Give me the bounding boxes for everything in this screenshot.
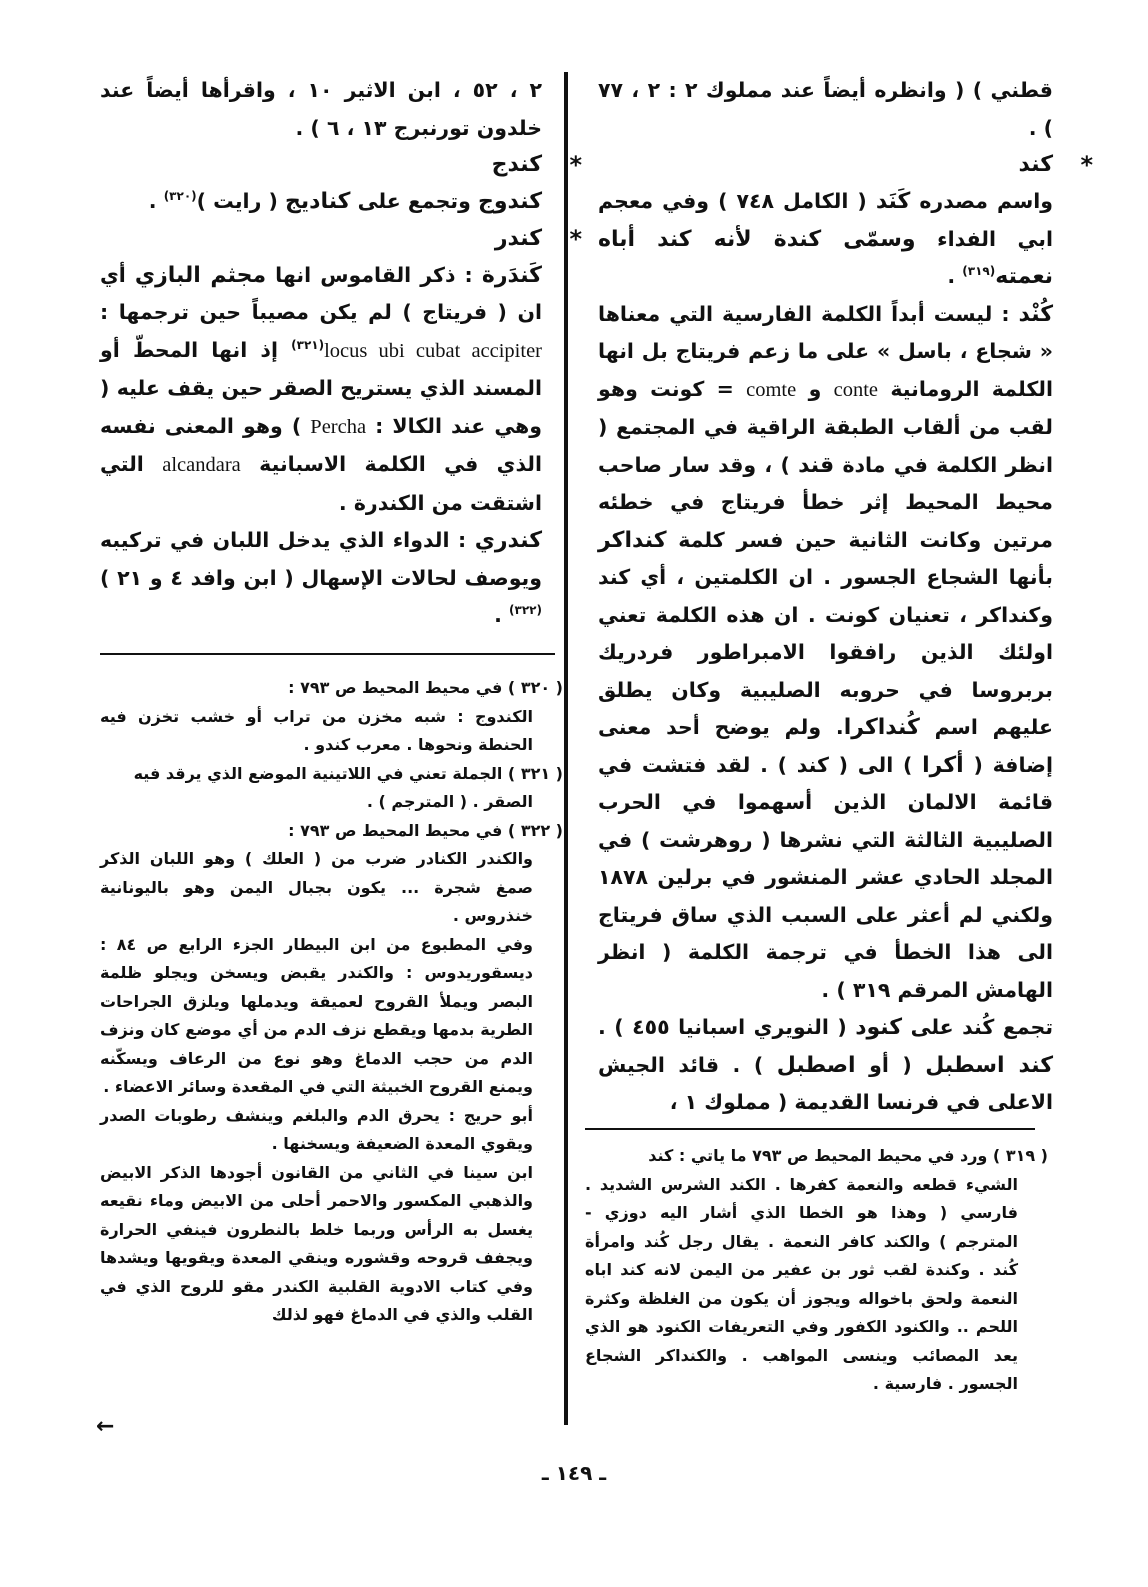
footnote-320-text: الكندوج : شبه مخزن من تراب أو خشب تخزن فيه الحنطة ونحوها . معرب كندو . xyxy=(100,706,533,754)
entry-heading-kandaj: * كندج xyxy=(100,147,542,183)
footnote-ref: (٣١٩) xyxy=(962,264,996,279)
latin-word: alcandara xyxy=(162,454,241,476)
footnotes-left xyxy=(100,674,563,1330)
footnote-322-text: وفي المطبوع من ابن البيطار الجزء الرابع ص ٨٤ : ديسقوريدوس : والكندر يقبض ويسخن ويجلو ظلمة البصر ويملأ القروح لعميقة ويدملها ويلزق الجراحات الطرية بدمها ويقطع نزف الدم من أي موضع كان ونزف الدم من حجب الدماغ وهو نوع من الرعاف ويسكّنه ويمنع القروح الخبيثة التي في المقعدة وسائر الاعضاء . xyxy=(100,934,534,1096)
entry-paragraph: كندري : الدواء الذي يدخل اللبان في تركيبه ويوصف لحالات الإسهال ( ابن وافد ٤ و ٢١ )$^{(٣٢٢)}$ . xyxy=(100,528,542,627)
page-number: ـ ١٤٩ ـ xyxy=(541,1461,607,1485)
footnotes-right xyxy=(585,1142,1048,1399)
entry-paragraph: كُنْد : ليست أبداً الكلمة الفارسية التي معناها « شجاع ، باسل » على ما زعم فريتاج بل انها الكلمة الرومانية conte و comte = كونت وهو لقب من ألقاب الطبقة الراقية في المجتمع ( انظر الكلمة في مادة قند ) ، وقد سار صاحب محيط المحيط إثر خطأ فريتاج في خطئه مرتين وكانت الثانية حين فسر كلمة كنداكر بأنها الشجاع الجسور . ان الكلمتين ، أي كند وكنداكر ، تعنيان كونت . ان هذه الكلمة تعني اولئك الذين رافقوا الامبراطور فردريك بربروسا في حروبه الصليبية وكان يطلق عليهم اسم كُنداكرا. ولم يوضح أحد معنى إضافة ( أكرا ) الى ( كند ) . لقد فتشت في قائمة الالمان الذين أسهموا في الحرب الصليبية الثالثة التي نشرها ( روهرشت ) في المجلد الحادي عشر المنشور في برلين ١٨٧٨ ولكني لم أعثر على السبب الذي ساق فريتاج الى هذا الخطأ في ترجمة الكلمة ( انظر الهامش المرقم ٣١٩ ) . xyxy=(598,301,1054,1002)
continue-arrow-icon: ← xyxy=(96,1414,115,1439)
footnote-separator-right xyxy=(585,1128,1035,1130)
footnote-322-label: ( ٣٢٢ ) في محيط المحيط ص ٧٩٣ : xyxy=(288,820,563,840)
footnote-320-label: ( ٣٢٠ ) في محيط المحيط ص ٧٩٣ : xyxy=(288,678,563,697)
continued-text: قطني ) ( وانظره أيضاً عند مملوك ٢ : ٢ ، ٧٧ ) . xyxy=(598,78,1053,140)
footnote-separator-left xyxy=(100,653,555,655)
column-divider xyxy=(564,72,568,1425)
footnote-319-text: الشيء قطعه والنعمة كفرها . الكند الشرس الشديد . فارسي ( وهذا هو الخطا الذي أشار اليه دوزي - المترجم ) والكند كافر النعمة . يقال رجل كُند وامرأة كُند . وكندة لقب ثور بن عفير من اليمن لانه كند اباه النعمة ولحق باخواله ويجوز أن يكون من الغلظة وكثرة اللحم .. والكنود الكفور وفي التعريفات الكنود هو الذي يعد المصائب وينسى المواهب . والكنداكر الشجاع الجسور . فارسية . xyxy=(585,1174,1018,1393)
footnote-ref: (٣٢٢) xyxy=(509,603,542,618)
entry-star-marker: * xyxy=(569,151,582,179)
entry-star-marker: * xyxy=(569,224,582,253)
latin-word: conte xyxy=(833,378,879,401)
entry-star-marker: * xyxy=(1080,151,1093,179)
latin-word: comte xyxy=(746,378,797,401)
footnote-322-text: أبو حريج : يحرق الدم والبلغم وينشف رطوبات الصدر ويقوي المعدة الضعيفة ويسخنها . xyxy=(100,1105,533,1153)
right-column xyxy=(598,72,1093,1122)
footnote-ref: (٣٢٠) xyxy=(163,189,197,204)
footnote-322-text: ابن سينا في الثاني من القانون أجودها الذكر الابيض والذهبي المكسور والاحمر أحلى من الابيض وماء نقيعه يغسل به الرأس وربما خلط بالنطرون فينفي الحرارة ويجفف قروحه وقشوره وينقي المعدة ويقويها ويشدها وفي كتاب الادوية القلبية الكندر مقو للروح الذي في القلب والذي في الدماغ فهو لذلك xyxy=(100,1162,533,1324)
latin-phrase: locus ubi cubat accipiter xyxy=(324,339,542,362)
entry-paragraph: واسم مصدره كَنَد ( الكامل ٧٤٨ ) وفي معجم ابي الفداء وسمّى كندة لأنه كند أباه نعمته$^{(٣١٩)}$ . xyxy=(598,189,1053,289)
latin-word: Percha xyxy=(310,415,367,438)
continued-text: ٢ ، ٥٢ ، ابن الاثير ١٠ ، واقرأها أيضاً عند خلدون تورنبرج ١٣ ، ٦ ) . xyxy=(100,78,542,140)
footnote-322-text: والكندر الكنادر ضرب من ( العلك ) وهو اللبان الذكر صمغ شجرة ... يكون بجبال اليمن وهو باليونانية خنذروس . xyxy=(100,849,533,925)
footnote-321-text: الصقر . ( المترجم ) . xyxy=(366,792,533,811)
footnote-319-label: ( ٣١٩ ) ورد في محيط المحيط ص ٧٩٣ ما ياتي : كند xyxy=(648,1146,1048,1165)
entry-paragraph: تجمع كُند على كنود ( النويري اسبانيا ٤٥٥ ) . كند اسطبل ( أو اصطبل ) . قائد الجيش الاعلى في فرنسا القديمة ( مملوك ١ ، xyxy=(598,1015,1054,1114)
entry-paragraph: كَندَرة : ذكر القاموس انها مجثم البازي أي ان ( فريتاج ) لم يكن مصيباً حين ترجمها : locus ubi cubat accipiter$^{(٣٢١)}$ إذ انها المحطّ أو المسند الذي يستريح الصقر حين يقف عليه ( وهي عند الكالا : Percha ) وهو المعنى نفسه الذي في الكلمة الاسبانية alcandara التي اشتقت من الكندرة . xyxy=(100,262,543,515)
footnote-ref: (٣٢١) xyxy=(291,337,325,352)
footnote-321-label: ( ٣٢١ ) الجملة تعني في اللاتينية الموضع الذي يرقد فيه xyxy=(133,763,563,783)
left-column xyxy=(100,72,582,635)
entry-paragraph: كندوج وتجمع على كناديج ( رايت )$^{(٣٢٠)}$ . xyxy=(148,189,542,214)
entry-heading-kand: * كند xyxy=(598,147,1053,183)
entry-heading-kandar: * كندر xyxy=(100,221,542,257)
